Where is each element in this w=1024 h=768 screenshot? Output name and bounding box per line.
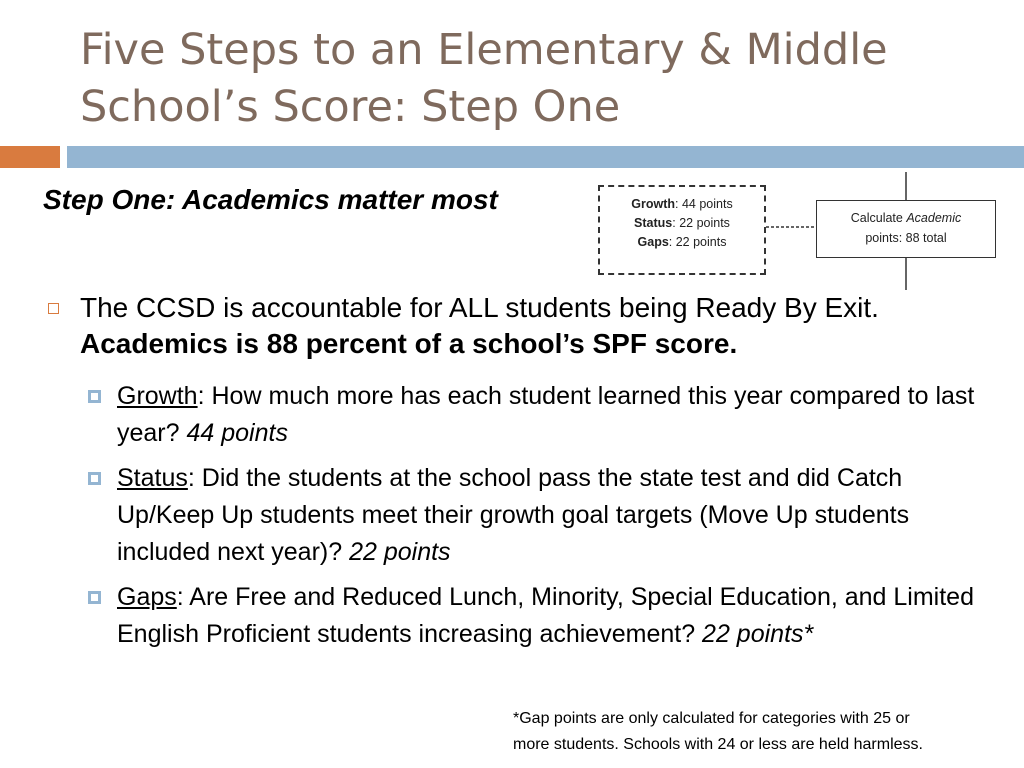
calc-italic: Academic <box>906 211 962 225</box>
footnote-line-2: more students. Schools with 24 or less are held harmless. <box>513 736 923 753</box>
sub-bullet-points: 44 points <box>186 419 288 447</box>
footnote <box>513 706 1013 758</box>
sub-bullet-term: Gaps <box>117 583 177 611</box>
status-value: : 22 points <box>672 216 730 230</box>
gaps-points-row <box>600 233 764 252</box>
main-bullet-bold: Academics is 88 percent of a school’s SPF score. <box>80 328 738 359</box>
footnote-line-1: *Gap points are only calculated for categories with 25 or <box>513 710 910 727</box>
square-bullet-icon <box>88 390 101 403</box>
points-breakdown-box <box>598 185 766 275</box>
sub-bullet-growth <box>88 378 993 452</box>
sub-bullet-list <box>88 378 993 661</box>
sub-bullet-term: Status <box>117 464 188 492</box>
step-heading: Step One: Academics matter most <box>43 184 498 215</box>
status-label: Status <box>634 216 673 230</box>
gaps-value: : 22 points <box>668 235 727 249</box>
growth-points-row <box>600 195 764 214</box>
slide-title-line-1: Five Steps to an Elementary & Middle <box>80 25 888 75</box>
score-diagram <box>595 172 1005 290</box>
sub-bullet-text <box>117 460 993 571</box>
sub-bullet-status <box>88 460 993 571</box>
sub-bullet-text <box>117 579 993 653</box>
accent-bar-orange <box>0 146 60 168</box>
academic-total-box <box>816 200 996 258</box>
main-bullet <box>48 290 988 362</box>
calc-prefix: Calculate <box>850 211 907 225</box>
square-bullet-icon <box>88 591 101 604</box>
main-bullet-text <box>80 290 988 362</box>
square-bullet-icon <box>88 472 101 485</box>
sub-bullet-points: 22 points* <box>702 620 814 648</box>
sub-bullet-body: : Did the students at the school pass the state test and did Catch Up/Keep Up students meet their growth goal targets (Move Up students included next year)? <box>117 464 910 566</box>
main-bullet-plain: The CCSD is accountable for ALL students being Ready By Exit. <box>80 292 879 323</box>
status-points-row <box>600 214 764 233</box>
slide-title <box>80 22 1000 136</box>
sub-bullet-body: : How much more has each student learned this year compared to last year? <box>117 382 975 447</box>
growth-label: Growth <box>631 197 676 211</box>
academic-total-line-2: points: 88 total <box>865 231 947 245</box>
academic-total-line-1 <box>817 208 995 228</box>
sub-bullet-term: Growth <box>117 382 198 410</box>
slide-title-line-2: School’s Score: Step One <box>80 82 621 132</box>
sub-bullet-points: 22 points <box>349 538 451 566</box>
sub-bullet-text <box>117 378 993 452</box>
hollow-square-bullet-icon <box>48 303 59 314</box>
sub-bullet-gaps <box>88 579 993 653</box>
sub-bullet-body: : Are Free and Reduced Lunch, Minority, Special Education, and Limited English Proficient students increasing achievement? <box>117 583 974 648</box>
growth-value: : 44 points <box>675 197 733 211</box>
gaps-label: Gaps <box>637 235 669 249</box>
accent-bar-blue <box>67 146 1024 168</box>
